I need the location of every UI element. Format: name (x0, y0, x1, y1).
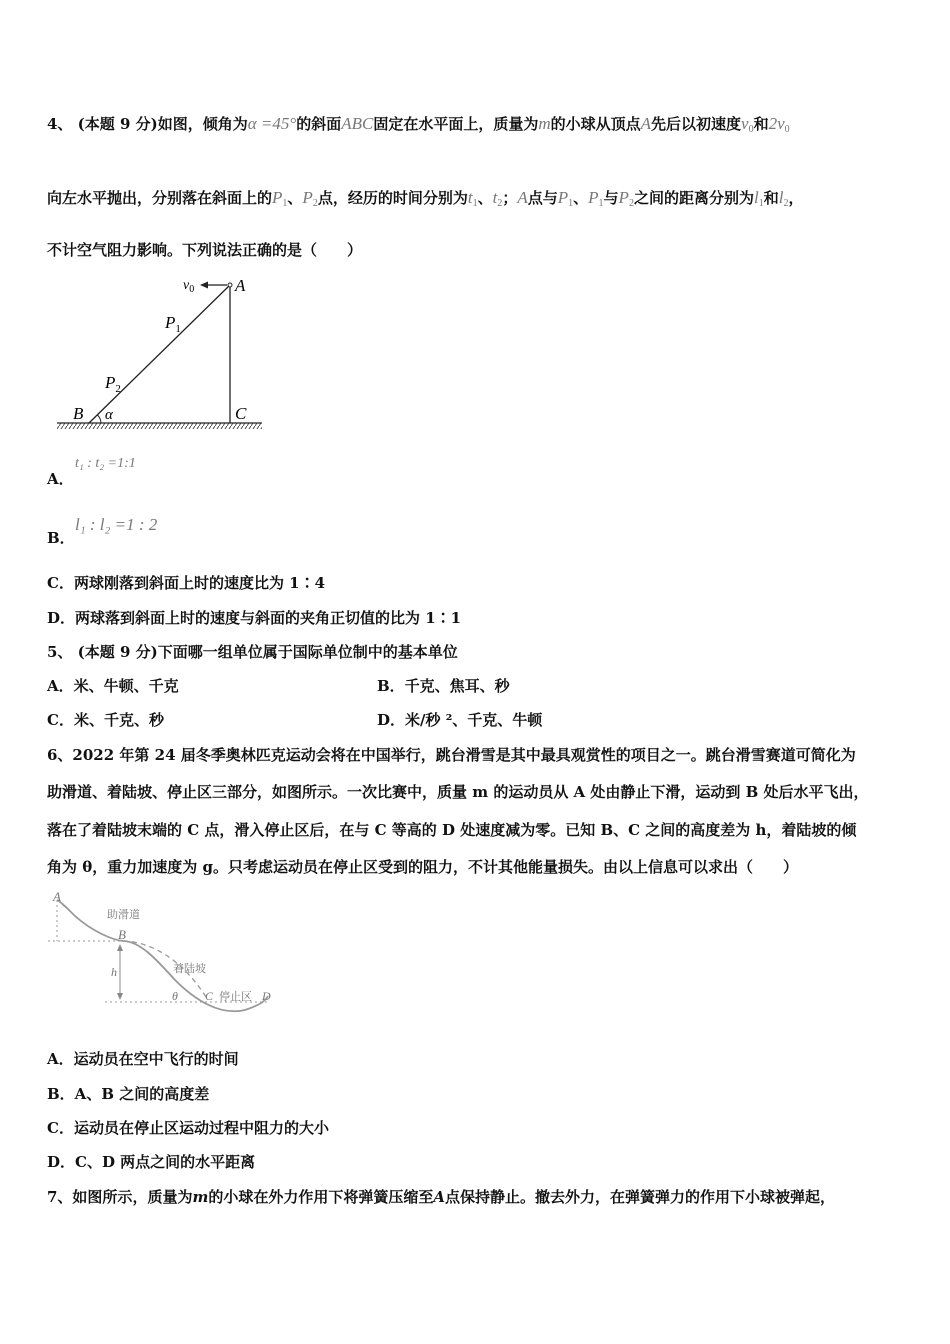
p2-symbol: $P_2$ (302, 188, 318, 209)
fig-b-label: B (73, 404, 84, 423)
fig-a-label: A (53, 889, 61, 904)
fig-p1-label: $P_1$ (165, 313, 181, 335)
q4-stem-line2: 向左水平抛出，分别落在斜面上的$P_1$、$P_2$点，经历的时间分别为$t_1$、$t_2$；A点与$P_1$、$P_1$与$P_2$之间的距离分别为$l_1$和$l_2$， (47, 188, 804, 209)
h-arrow-top (117, 944, 123, 951)
p1-symbol-b: $P_1$ (557, 188, 574, 209)
q4-incline-figure (55, 270, 265, 435)
p2-symbol-b: $P_2$ (618, 188, 634, 209)
q6-stem-line3: 落在了着陆坡末端的 C 点，滑入停止区后，在与 C 等高的 D 处速度减为零。已知 B、C 之间的高度差为 h，着陆坡的倾 (47, 821, 857, 839)
incline-line (89, 285, 230, 423)
fig-alpha-label: α (105, 407, 113, 423)
p1-symbol-c: $P_1$ (588, 188, 604, 209)
q4-stem-line1: 4、 (本题 9 分)如图，倾角为α =45°的斜面ABC固定在水平面上，质量为m的小球从顶点A先后以初速度$v_0$和$2v_0$ (47, 114, 790, 135)
ground-hatch (57, 423, 262, 429)
q6-stem-line2: 助滑道、着陆坡、停止区三部分，如图所示。一次比赛中，质量 m 的运动员从 A 处由静止下滑，运动到 B 处后水平飞出， (47, 783, 869, 801)
two-v0-symbol: $2v_0$ (768, 114, 790, 135)
q6-option-a: A．运动员在空中飞行的时间 (47, 1050, 239, 1068)
q4-option-b-formula: l₁ : l₂ =1 : 2 (75, 515, 158, 534)
q7-a-symbol: A (433, 1188, 445, 1206)
t2-symbol: $t_2$ (492, 188, 503, 209)
fig-zhuhuadao-label: 助滑道 (107, 909, 140, 921)
fig-c-label: C (235, 404, 247, 423)
q5-option-b: B．千克、焦耳、秒 (377, 677, 510, 695)
mass-symbol: m (538, 114, 551, 133)
fig-c-label: C (205, 989, 214, 1003)
q4-option-b-label: B． (47, 529, 75, 547)
q5-option-c: C．米、千克、秒 (47, 711, 164, 729)
angle-arc (98, 415, 102, 423)
fig-v0-label: $v_0$ (183, 278, 195, 295)
q5-stem: 5、 (本题 9 分)下面哪一组单位属于国际单位制中的基本单位 (47, 643, 458, 661)
q6-stem-line4: 角为 θ，重力加速度为 g。只考虑运动员在停止区受到的阻力，不计其他能量损失。由以上信息可以求出（ ） (47, 858, 798, 876)
fig-p2-label: $P_2$ (105, 373, 121, 395)
a-symbol: A (517, 188, 528, 207)
q6-ski-jump-figure (45, 888, 285, 1018)
q4-stem-line3: 不计空气阻力影响。下列说法正确的是（ ） (47, 241, 363, 259)
q7-mass-symbol: m (192, 1188, 209, 1206)
fig-h-label: h (111, 965, 117, 979)
q6-option-c: C．运动员在停止区运动过程中阻力的大小 (47, 1119, 329, 1137)
q5-option-a: A．米、牛顿、千克 (47, 677, 179, 695)
velocity-arrowhead (200, 282, 208, 289)
fig-b-label: B (118, 927, 126, 942)
vertex-a-point (228, 283, 232, 287)
fig-tingzhiqu-label: 停止区 (219, 991, 252, 1003)
abc-symbol: ABC (341, 114, 374, 133)
vertex-a-symbol: A (640, 114, 652, 133)
q4-option-a-formula: t₁ : t₂ =1:1 (75, 456, 136, 471)
l1-symbol: $l_1$ (753, 188, 764, 209)
q4-option-d: D．两球落到斜面上时的速度与斜面的夹角正切值的比为 1∶1 (47, 609, 462, 627)
q6-stem-line1: 6、2022 年第 24 届冬季奥林匹克运动会将在中国举行，跳台滑雪是其中最具观赏性的项目之一。跳台滑雪赛道可简化为 (47, 746, 856, 764)
l2-symbol: $l_2$ (778, 188, 789, 209)
fig-d-label: D (262, 989, 271, 1003)
v0-symbol: $v_0$ (741, 114, 754, 135)
q4-option-a-label: A． (47, 470, 74, 488)
q5-option-d: D．米/秒 ²、千克、牛顿 (377, 711, 543, 729)
t1-symbol: $t_1$ (467, 188, 478, 209)
alpha-formula: α =45° (247, 114, 297, 133)
fig-zhuoluopo-label: 着陆坡 (173, 963, 206, 975)
fig-theta-label: θ (172, 989, 178, 1003)
q7-stem-line1: 7、如图所示，质量为m的小球在外力作用下将弹簧压缩至A点保持静止。撤去外力，在弹簧弹力的作用下小球被弹起， (47, 1188, 835, 1206)
fig-a-label: A (235, 276, 246, 295)
q4-option-c: C．两球刚落到斜面上时的速度比为 1∶4 (47, 574, 326, 592)
h-arrow-bottom (117, 993, 123, 1000)
p1-symbol: $P_1$ (272, 188, 288, 209)
q6-option-d: D．C、D 两点之间的水平距离 (47, 1153, 256, 1171)
q6-option-b: B．A、B 之间的高度差 (47, 1085, 210, 1103)
